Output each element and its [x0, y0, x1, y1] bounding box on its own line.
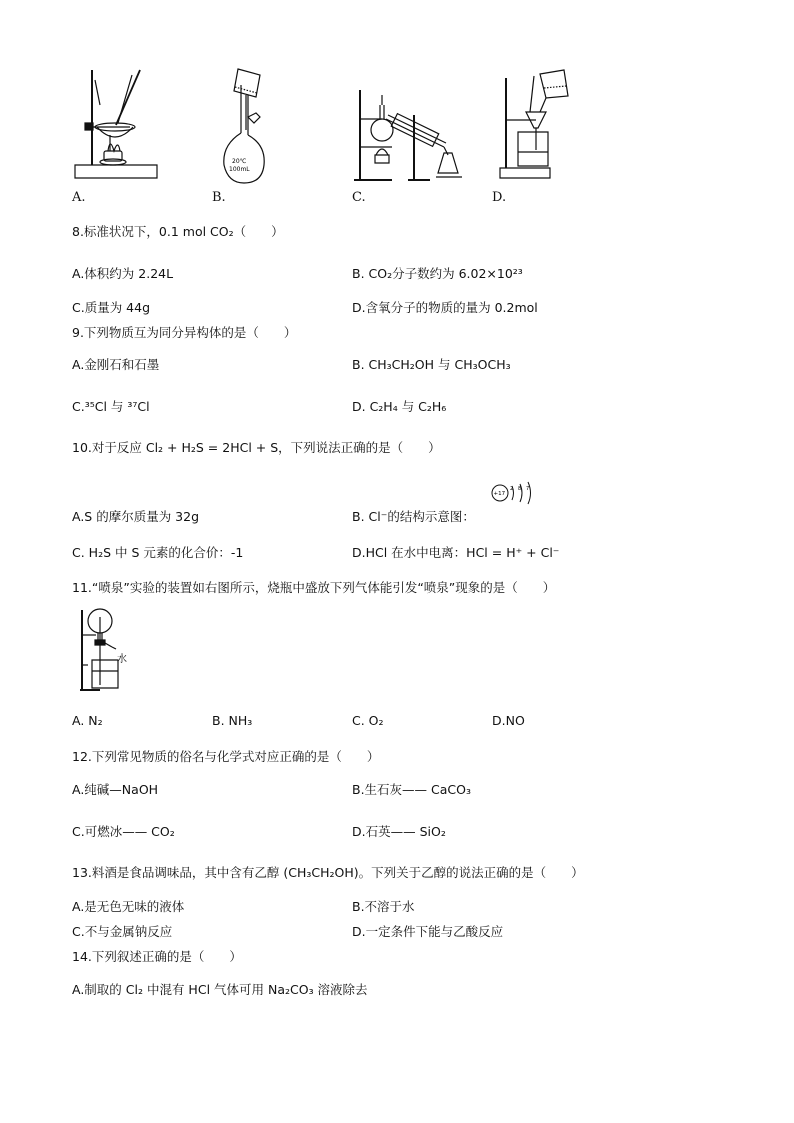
q10-stem: 10.对于反应 Cl₂ + H₂S = 2HCl + S，下列说法正确的是（ ）	[72, 440, 441, 455]
q10-option-b: B. Cl⁻的结构示意图：	[352, 509, 475, 524]
flask-temperature-label: 20℃	[232, 158, 247, 165]
q7-option-a-label: A.	[72, 190, 86, 205]
q13-option-c: C.不与金属钠反应	[72, 924, 173, 939]
q13-stem: 13.料酒是食品调味品，其中含有乙醇 (CH₃CH₂OH)。下列关于乙醇的说法正确的是（ ）	[72, 865, 584, 880]
shell-2-electrons: 8	[518, 486, 522, 492]
q11-option-d: D.NO	[492, 713, 525, 728]
q9-option-c: C.³⁵Cl 与 ³⁷Cl	[72, 399, 150, 414]
q12-stem: 12.下列常见物质的俗名与化学式对应正确的是（ ）	[72, 749, 380, 764]
shell-1-electrons: 2	[510, 486, 514, 492]
q10-option-c: C. H₂S 中 S 元素的化合价：-1	[72, 545, 244, 560]
q11-option-b: B. NH₃	[212, 713, 253, 728]
apparatus-c-distillation	[352, 85, 467, 185]
apparatus-d-filtration	[498, 68, 578, 183]
shell-3-electrons: 7	[526, 486, 530, 492]
q13-option-d: D.一定条件下能与乙酸反应	[352, 924, 504, 939]
q12-option-d: D.石英—— SiO₂	[352, 824, 446, 839]
q13-option-a: A.是无色无味的液体	[72, 899, 185, 914]
q12-option-c: C.可燃冰—— CO₂	[72, 824, 175, 839]
q8-option-d: D.含氧分子的物质的量为 0.2mol	[352, 300, 538, 315]
apparatus-a-evaporation	[70, 65, 165, 185]
q12-option-a: A.纯碱—NaOH	[72, 782, 159, 797]
q11-option-c: C. O₂	[352, 713, 384, 728]
q8-option-b: B. CO₂分子数约为 6.02×10²³	[352, 266, 523, 281]
q9-stem: 9.下列物质互为同分异构体的是（ ）	[72, 325, 297, 340]
q11-option-a: A. N₂	[72, 713, 103, 728]
q9-option-a: A.金刚石和石墨	[72, 357, 160, 372]
q7-option-b-label: B.	[212, 190, 226, 205]
nucleus-charge: +17	[493, 491, 506, 497]
q13-option-b: B.不溶于水	[352, 899, 415, 914]
chloride-ion-structure-diagram	[490, 478, 540, 508]
q11-stem: 11.“喷泉”实验的装置如右图所示，烧瓶中盛放下列气体能引发“喷泉”现象的是（ ）	[72, 580, 556, 595]
q7-option-c-label: C.	[352, 190, 366, 205]
q8-option-c: C.质量为 44g	[72, 300, 151, 315]
q14-stem: 14.下列叙述正确的是（ ）	[72, 949, 242, 964]
q8-stem: 8.标准状况下，0.1 mol CO₂（ ）	[72, 224, 284, 239]
q9-option-b: B. CH₃CH₂OH 与 CH₃OCH₃	[352, 357, 511, 372]
q10-option-d: D.HCl 在水中电离：HCl = H⁺ + Cl⁻	[352, 545, 560, 560]
q14-option-a: A.制取的 Cl₂ 中混有 HCl 气体可用 Na₂CO₃ 溶液除去	[72, 982, 368, 997]
apparatus-b-volumetric-flask	[220, 65, 280, 190]
q8-option-a: A.体积约为 2.24L	[72, 266, 174, 281]
water-label: 水	[117, 654, 127, 665]
q10-option-a: A.S 的摩尔质量为 32g	[72, 509, 200, 524]
q12-option-b: B.生石灰—— CaCO₃	[352, 782, 471, 797]
flask-volume-label: 100mL	[229, 166, 250, 173]
fountain-experiment-apparatus	[78, 605, 138, 693]
q7-option-d-label: D.	[492, 190, 507, 205]
q9-option-d: D. C₂H₄ 与 C₂H₆	[352, 399, 447, 414]
